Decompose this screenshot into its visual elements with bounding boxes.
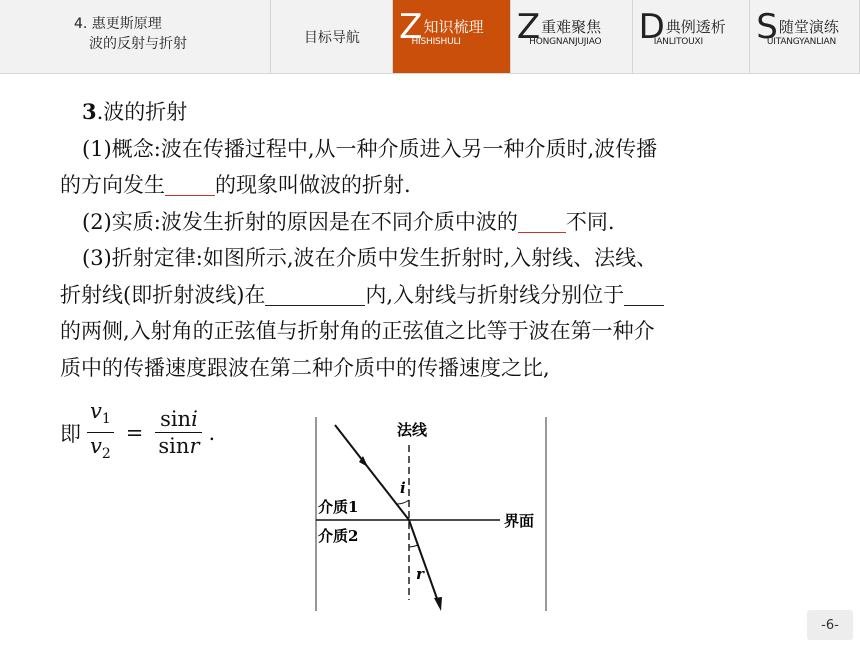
v1-subscript: 1 [101, 411, 111, 428]
tab-typical-examples-letter: D [638, 7, 665, 47]
tab-typical-examples-pinyin: IANLITOUXI [653, 37, 703, 47]
formula-suffix: . [208, 420, 216, 445]
paragraph-concept [60, 131, 800, 168]
fraction-velocity [87, 398, 114, 467]
tab-class-practice-pinyin: UITANGYANLIAN [766, 37, 836, 47]
fill-blank-speed[interactable] [518, 208, 566, 233]
v1-symbol: v [90, 399, 102, 423]
paragraph-text: (1)概念:波在传播过程中,从一种介质进入另一种介质时,波传播 [82, 136, 658, 161]
angle-i-symbol: i [191, 407, 198, 432]
top-navigation-bar [0, 0, 860, 74]
fraction-sine [155, 406, 202, 459]
refraction-diagram [300, 415, 560, 615]
formula-prefix: 即 [60, 421, 81, 446]
paragraph-law-cont2 [60, 313, 800, 350]
paragraph-text: 的方向发生 [60, 173, 165, 197]
interface-label: 界面 [504, 512, 535, 530]
paragraph-text: 的现象叫做波的折射. [215, 173, 411, 197]
section-title: .波的折射 [96, 100, 188, 124]
fill-blank-normal[interactable] [624, 281, 664, 306]
fill-blank-direction[interactable] [165, 171, 215, 196]
sin-text: sin [158, 434, 190, 459]
sin-text: sin [160, 407, 192, 432]
lesson-title [0, 0, 271, 73]
tab-knowledge-review-label: 知识梳理 [423, 18, 484, 36]
paragraph-text: 不同. [565, 209, 615, 234]
v2-symbol: v [90, 434, 102, 459]
tab-typical-examples[interactable] [633, 0, 751, 73]
paragraph-law [60, 240, 800, 277]
angle-i-arc [397, 500, 409, 504]
lesson-title-line1: 4. 惠更斯原理 [74, 16, 162, 32]
section-number: 3 [82, 99, 97, 124]
angle-r-symbol: r [189, 434, 200, 459]
page-number: -6- [807, 610, 853, 640]
paragraph-text: (2)实质:波发生折射的原因是在不同介质中波的 [82, 209, 518, 234]
tab-knowledge-review[interactable] [393, 0, 511, 73]
paragraph-text: 质中的传播速度跟波在第二种介质中的传播速度之比, [60, 355, 550, 380]
tab-key-difficulties[interactable] [511, 0, 633, 73]
tab-target-navigation-label: 目标导航 [303, 29, 360, 46]
tab-key-difficulties-pinyin: HONGNANJUJIAO [529, 37, 602, 47]
tab-key-difficulties-letter: Z [516, 7, 541, 47]
paragraph-concept-cont [60, 167, 800, 204]
fill-blank-plane[interactable] [265, 281, 365, 306]
tab-knowledge-review-letter: Z [399, 7, 423, 47]
refracted-ray [409, 520, 440, 607]
tab-class-practice-letter: S [756, 7, 778, 47]
refracted-arrowhead [434, 597, 442, 611]
tab-key-difficulties-label: 重难聚焦 [541, 18, 602, 36]
refraction-formula [60, 398, 215, 467]
angle-r-label: r [416, 565, 424, 583]
paragraph-essence [60, 204, 800, 241]
v2-subscript: 2 [101, 446, 111, 463]
normal-label: 法线 [397, 421, 428, 439]
paragraph-law-cont [60, 277, 800, 314]
tab-class-practice-label: 随堂演练 [778, 18, 839, 36]
medium1-label: 介质1 [318, 498, 359, 516]
angle-i-label: i [400, 479, 406, 497]
medium2-label: 介质2 [318, 527, 359, 545]
tab-class-practice[interactable] [750, 0, 860, 73]
slide-content [60, 94, 800, 386]
angle-r-arc [409, 545, 418, 547]
section-heading [60, 94, 800, 131]
paragraph-text: 内,入射线与折射线分别位于 [365, 282, 625, 307]
equals-sign: = [125, 420, 144, 445]
tab-target-navigation[interactable] [271, 0, 393, 73]
lesson-title-line2: 波的反射与折射 [89, 36, 187, 52]
paragraph-text: (3)折射定律:如图所示,波在介质中发生折射时,入射线、法线、 [82, 246, 658, 270]
tab-typical-examples-label: 典例透析 [665, 18, 726, 36]
paragraph-text: 折射线(即折射波线)在 [60, 282, 266, 307]
paragraph-law-cont3 [60, 350, 800, 387]
paragraph-text: 的两侧,入射角的正弦值与折射角的正弦值之比等于波在第一种介 [60, 319, 655, 343]
tab-knowledge-review-pinyin: HISHISHULI [411, 37, 461, 47]
